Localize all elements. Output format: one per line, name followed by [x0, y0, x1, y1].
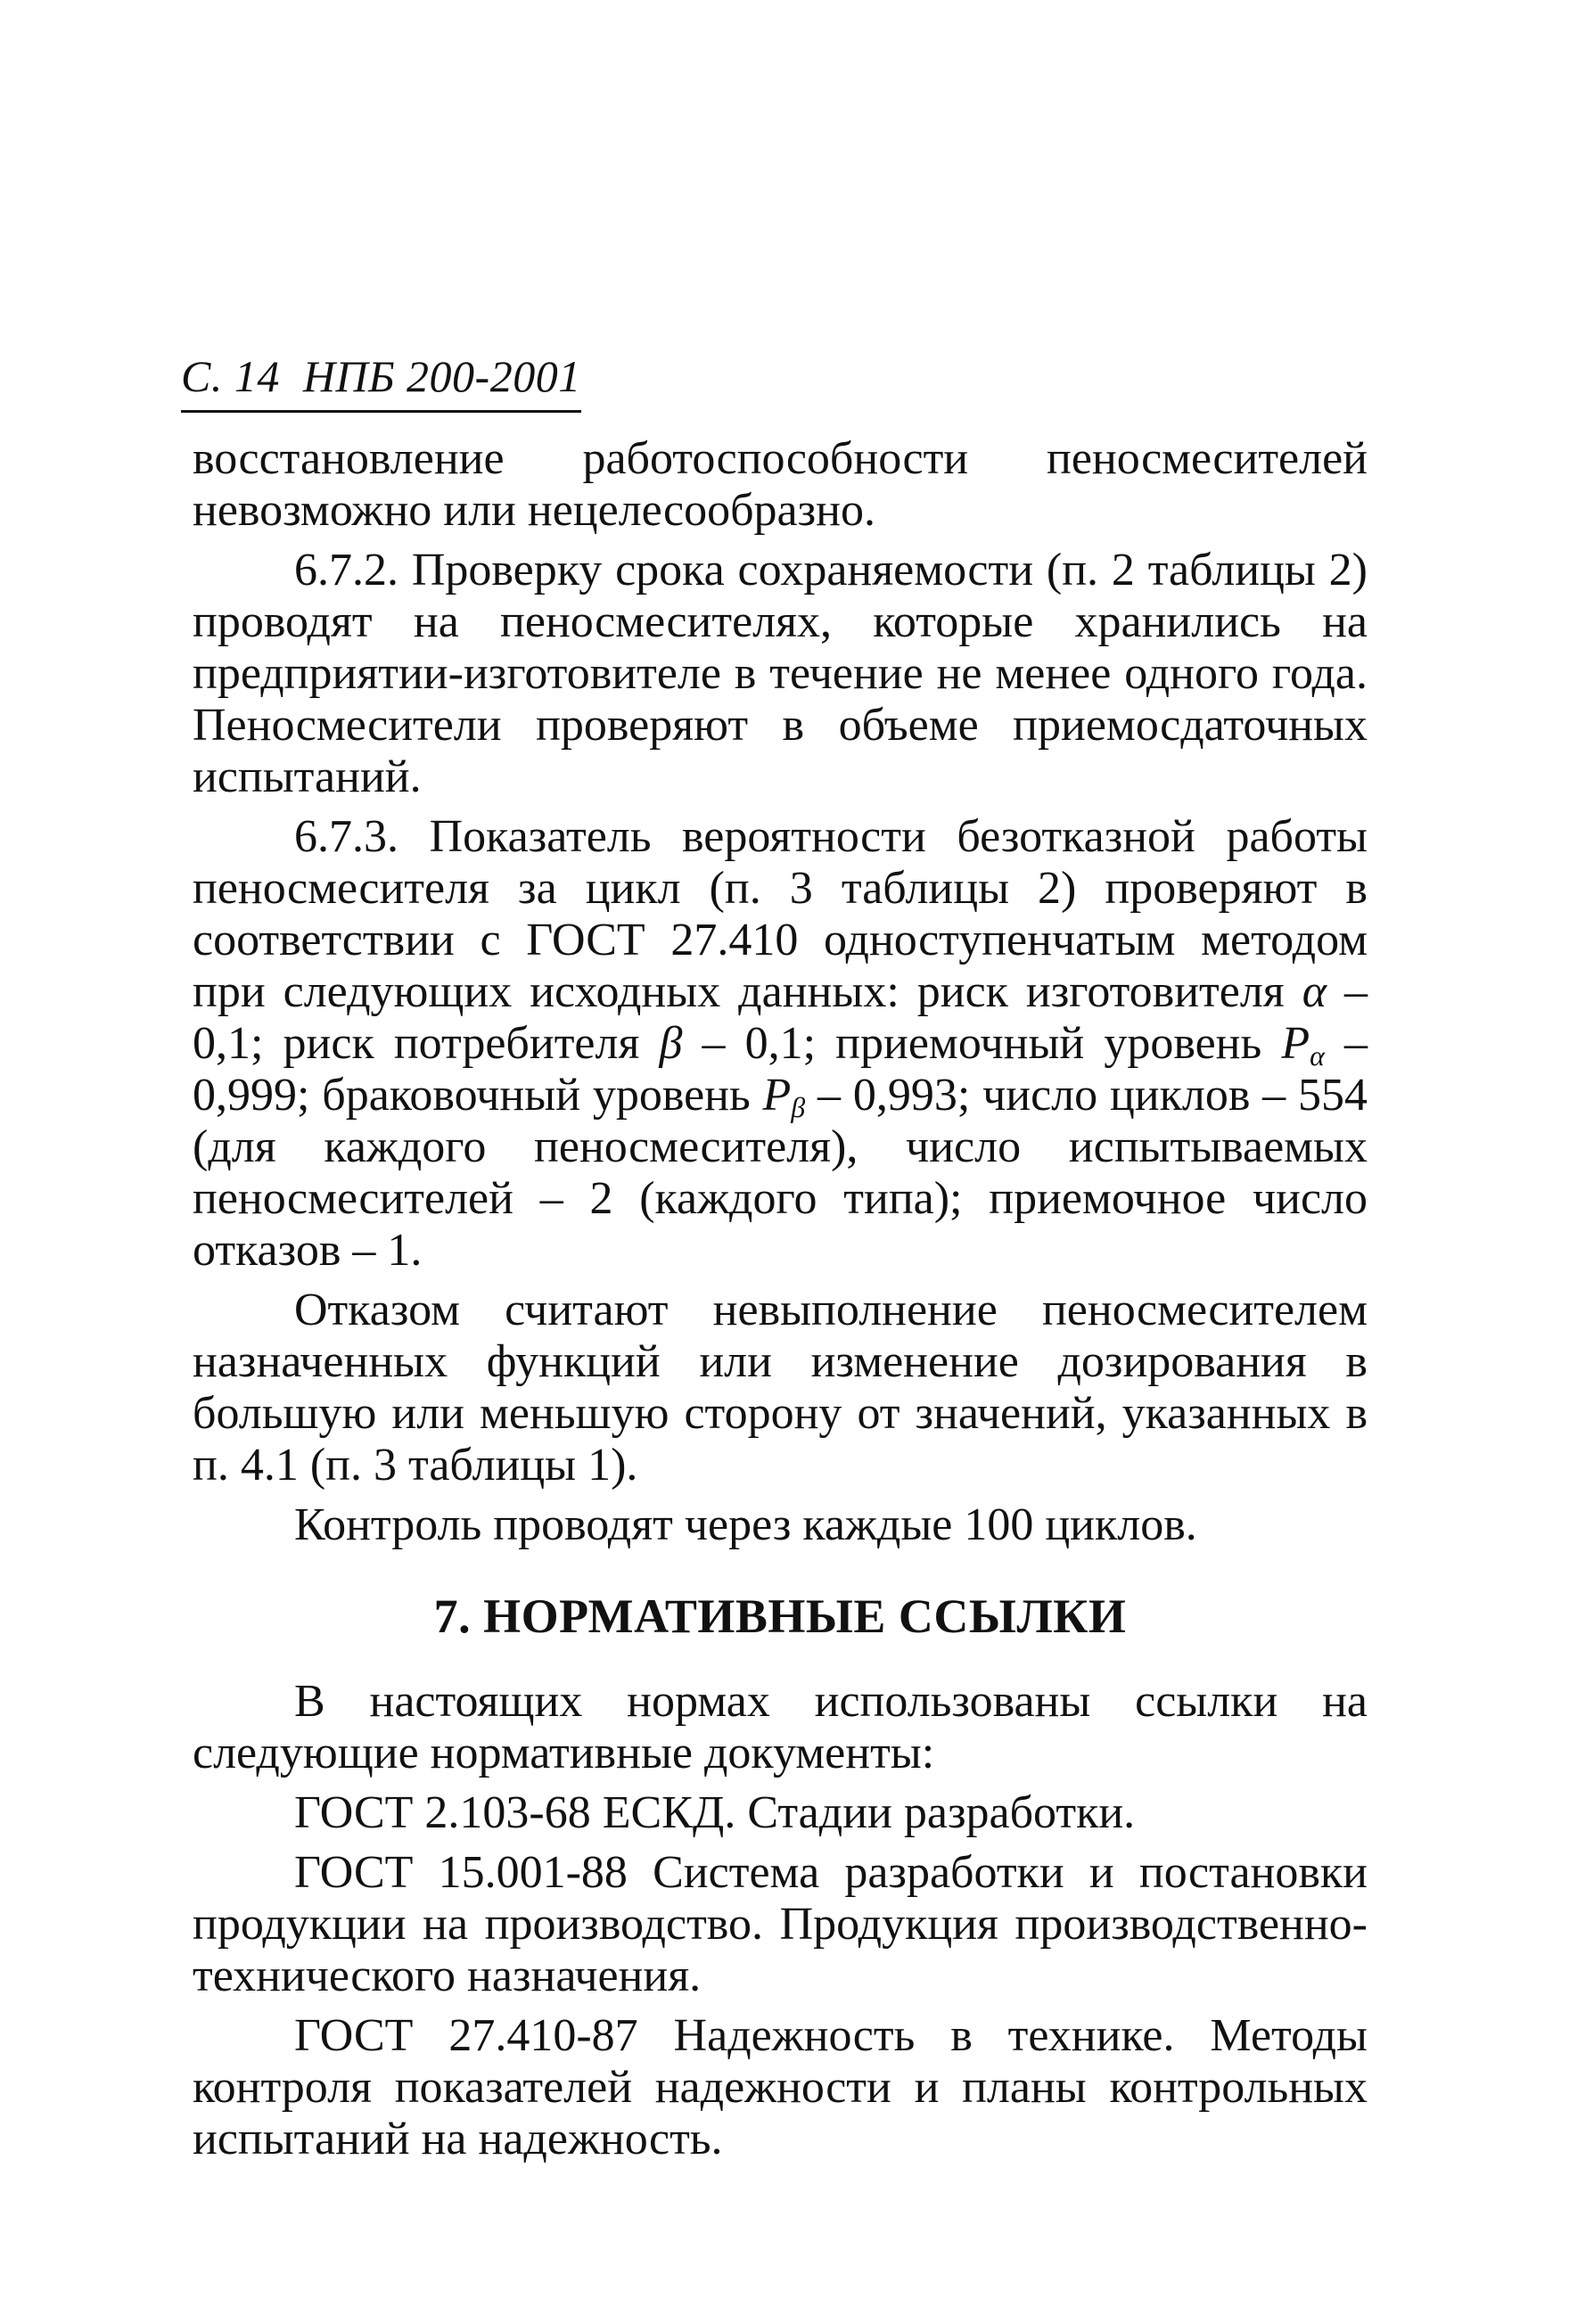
reference-gost-2-103-68: ГОСТ 2.103-68 ЕСКД. Стадии разработки.: [294, 1787, 1136, 1838]
section-7-heading: 7. НОРМАТИВНЫЕ ССЫЛКИ: [433, 1589, 1127, 1643]
alpha-subscript: α: [1310, 1039, 1325, 1072]
beta-symbol: β: [659, 1018, 683, 1069]
paragraph-control: Контроль проводят через каждые 100 циклов.: [294, 1499, 1197, 1550]
text-segment: 6.7.3. Показатель вероятности безотказной работы пеносмесителя за цикл (п. 3 таблицы 2) проверяют в соответствии с ГОСТ 27.410 одноступенчатым методом при следующих исходных данных: риск изготовителя: [193, 811, 1368, 1017]
paragraph-6-7-3: [193, 811, 1368, 1277]
alpha-symbol: α: [1302, 966, 1327, 1017]
running-header: С. 14 НПБ 200-2001: [181, 349, 581, 413]
paragraph-6-7-2: 6.7.2. Проверку срока сохраняемости (п. 2 таблицы 2) проводят на пеносмесителях, которые хранились на предприятии-изготовителе в течение не менее одного года. Пеносмесители проверяют в объеме приемосдаточных испытаний.: [193, 545, 1368, 802]
p-letter: P: [1281, 1018, 1310, 1069]
document-body: [193, 433, 1368, 2173]
reference-gost-27-410-87: ГОСТ 27.410-87 Надежность в технике. Методы контроля показателей надежности и планы контрольных испытаний на надежность.: [193, 2010, 1368, 2164]
paragraph-failure-definition: Отказом считают невыполнение пеносмесителем назначенных функций или изменение дозирования в большую или меньшую сторону от значений, указанных в п. 4.1 (п. 3 таблицы 1).: [193, 1285, 1368, 1490]
text-segment: – 0,1; приемочный уровень: [682, 1018, 1282, 1069]
paragraph-references-intro: В настоящих нормах использованы ссылки на следующие нормативные документы:: [193, 1676, 1368, 1778]
p-beta-symbol: [763, 1070, 806, 1121]
text-segment: – 0,993; число циклов – 554 (для каждого пеносмесителя), число испытываемых пеносмесителей – 2 (каждого типа); приемочное число отказов – 1.: [193, 1070, 1368, 1276]
reference-gost-15-001-88: ГОСТ 15.001-88 Система разработки и постановки продукции на производство. Продукция производственно-технического назначения.: [193, 1847, 1368, 2001]
beta-subscript: β: [791, 1091, 806, 1123]
text-segment: – 0,999; браковочный уровень: [193, 1018, 1368, 1121]
p-alpha-symbol: [1281, 1018, 1325, 1072]
paragraph-continuation: восстановление работоспособности пеносмесителей невозможно или нецелесообразно.: [193, 433, 1368, 536]
text-segment: – 0,1; риск потребителя: [193, 966, 1368, 1069]
p-letter: P: [762, 1070, 792, 1121]
